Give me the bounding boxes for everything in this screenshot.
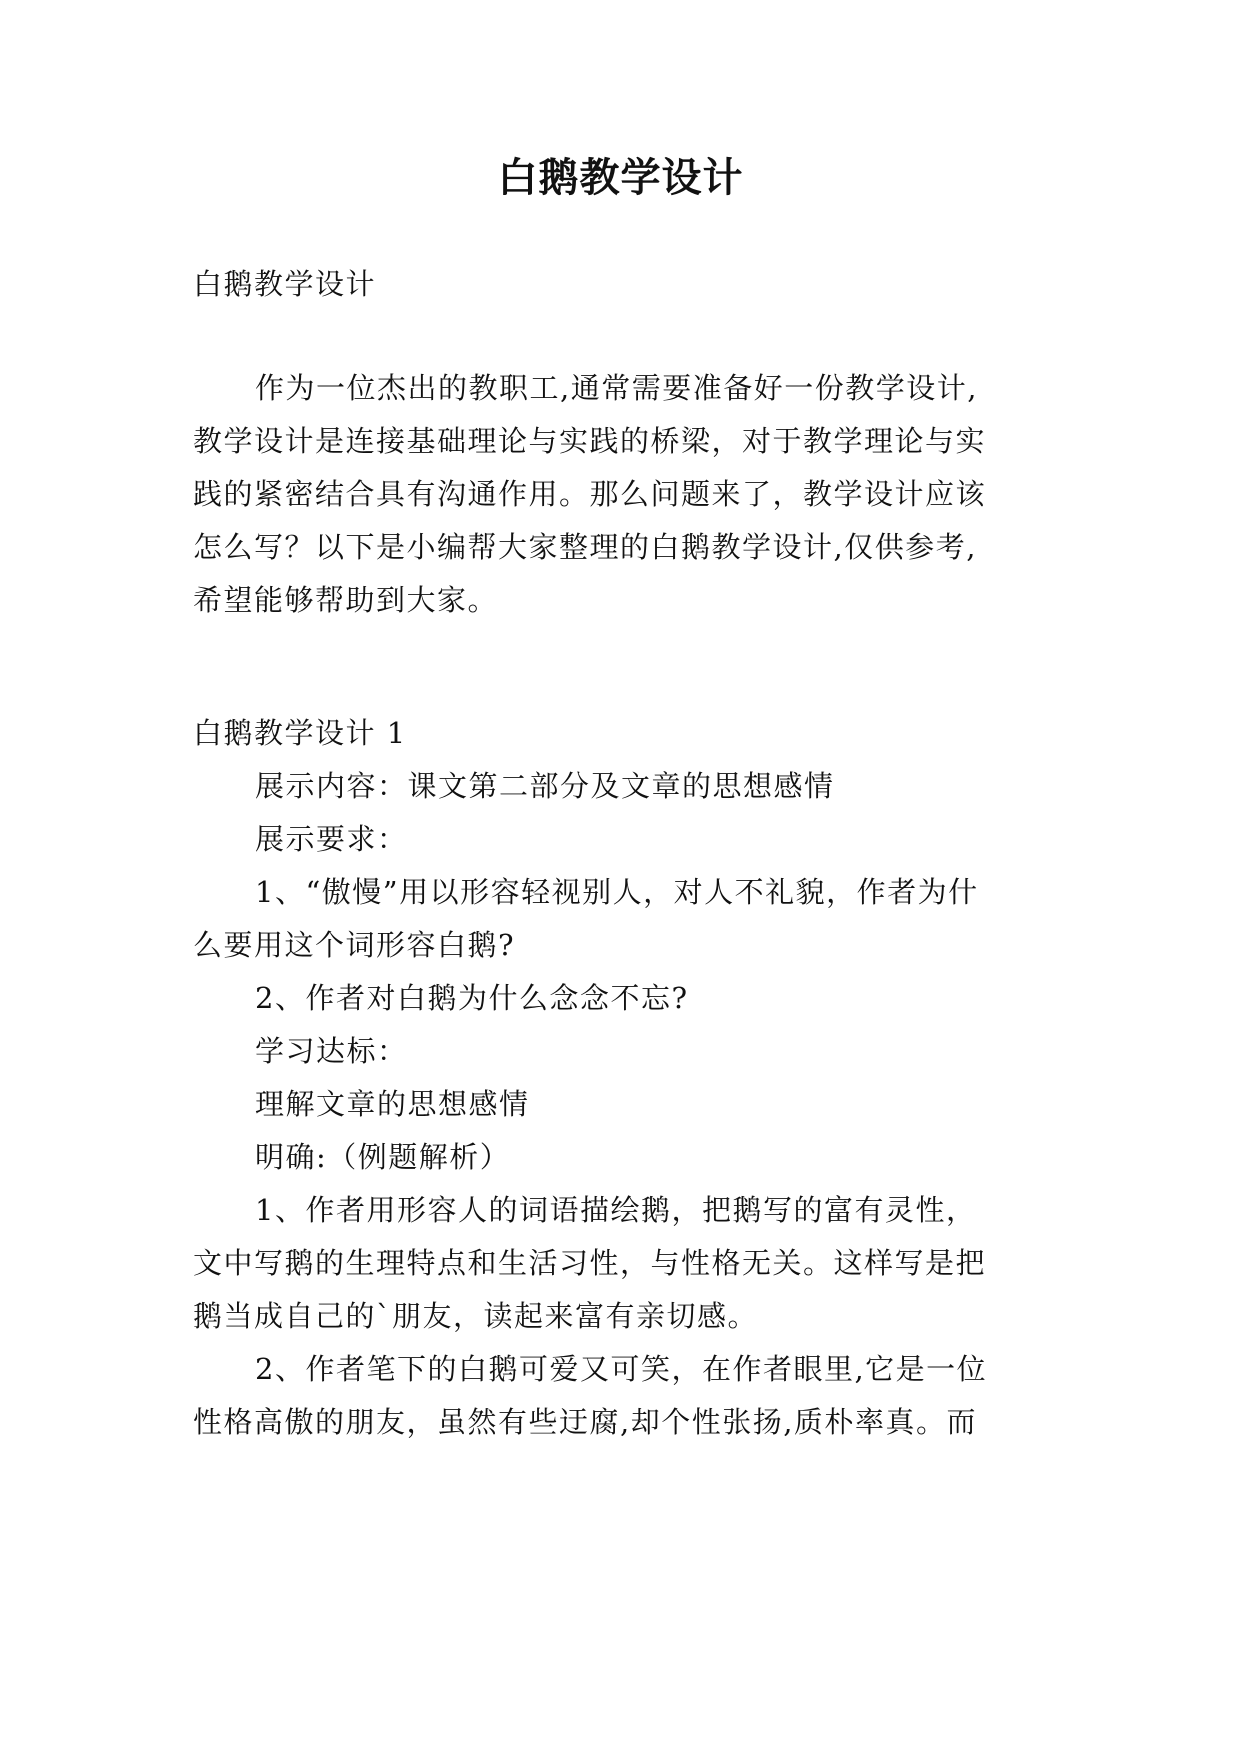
body-line: 么要用这个词形容白鹅? bbox=[193, 928, 516, 962]
intro-line: 教学设计是连接基础理论与实践的桥梁，对于教学理论与实 bbox=[193, 424, 987, 458]
subtitle: 白鹅教学设计 bbox=[193, 267, 377, 301]
body-line: 1、作者用形容人的词语描绘鹅，把鹅写的富有灵性， bbox=[255, 1193, 977, 1227]
body-line: 明确:（例题解析） bbox=[255, 1140, 511, 1174]
document-title: 白鹅教学设计 bbox=[497, 154, 744, 201]
body-line: 展示要求： bbox=[255, 822, 408, 856]
body-line: 文中写鹅的生理特点和生活习性，与性格无关。这样写是把 bbox=[193, 1246, 987, 1280]
intro-line: 作为一位杰出的教职工,通常需要准备好一份教学设计, bbox=[255, 371, 978, 405]
body-line: 性格高傲的朋友，虽然有些迂腐,却个性张扬,质朴率真。而 bbox=[193, 1405, 977, 1439]
intro-line: 怎么写？以下是小编帮大家整理的白鹅教学设计,仅供参考, bbox=[193, 530, 977, 564]
intro-line: 践的紧密结合具有沟通作用。那么问题来了，教学设计应该 bbox=[193, 477, 987, 511]
body-line: 学习达标： bbox=[255, 1034, 408, 1068]
section-heading: 白鹅教学设计 1 bbox=[193, 716, 407, 750]
intro-line: 希望能够帮助到大家。 bbox=[193, 583, 499, 617]
body-line: 鹅当成自己的`朋友，读起来富有亲切感。 bbox=[193, 1299, 759, 1333]
body-line: 1、“傲慢”用以形容轻视别人，对人不礼貌，作者为什 bbox=[255, 875, 979, 909]
body-line: 理解文章的思想感情 bbox=[255, 1087, 530, 1121]
body-line: 2、作者笔下的白鹅可爱又可笑，在作者眼里,它是一位 bbox=[255, 1352, 988, 1386]
body-line: 展示内容：课文第二部分及文章的思想感情 bbox=[255, 769, 835, 803]
body-line: 2、作者对白鹅为什么念念不忘? bbox=[255, 981, 689, 1015]
